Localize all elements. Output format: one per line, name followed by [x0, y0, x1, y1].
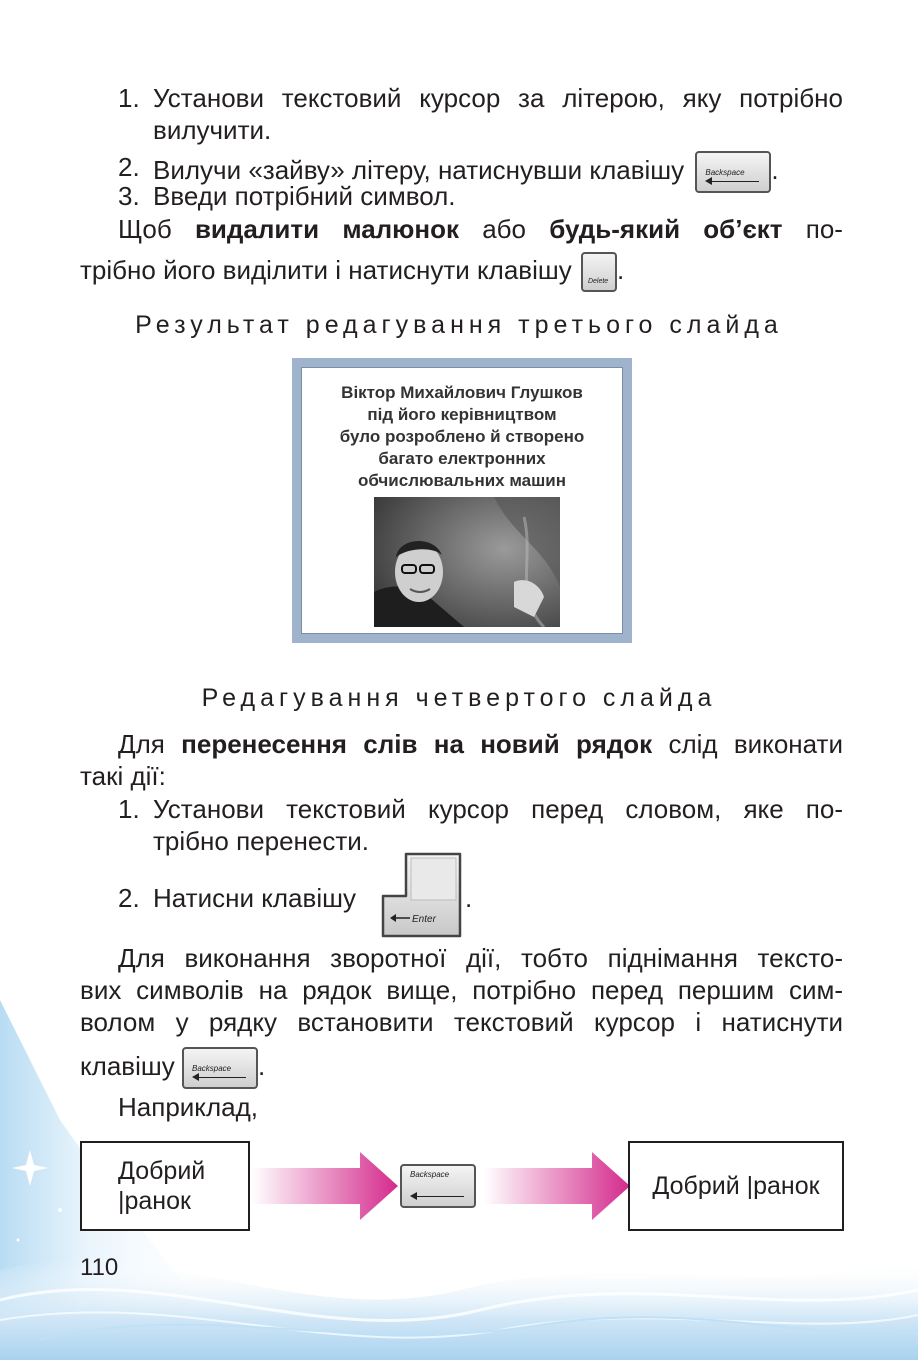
reverse-paragraph-line3: волом у рядку встановити текстовий курсор і натиснути — [80, 1007, 843, 1037]
key-label: Delete — [587, 278, 609, 285]
key-label: Backspace — [705, 168, 745, 177]
transfer-paragraph-line2: такі дії: — [80, 761, 166, 791]
box-line: Добрий |ранок — [652, 1172, 820, 1200]
portrait-photo — [374, 497, 560, 627]
step-number: 1. — [118, 83, 140, 113]
text-span: або — [482, 214, 527, 244]
text-span: трібно його виділити і натиснути клавішу — [80, 254, 572, 285]
period: . — [465, 883, 473, 913]
text-span: слід виконати — [668, 729, 843, 759]
section-heading: Редагування четвертого слайда — [201, 684, 717, 712]
bold-term: перенесення слів на новий рядок — [181, 729, 653, 759]
slide-preview — [292, 358, 632, 643]
step-text: Установи текстовий курсор за літерою, яку потрібно — [153, 83, 843, 113]
key-label: Backspace — [191, 1064, 232, 1073]
right-arrow-icon — [252, 1152, 398, 1220]
page-number: 110 — [80, 1254, 119, 1281]
step-number: 3. — [118, 181, 140, 211]
step-text-continued: вилучити. — [153, 115, 272, 145]
backspace-key-icon — [695, 151, 771, 193]
enter-key-icon — [380, 852, 464, 938]
step-text-continued: трібно перенести. — [153, 826, 370, 856]
text-span: Для — [118, 729, 165, 759]
text-after-box — [628, 1141, 844, 1231]
text-span: клавішу — [80, 1050, 175, 1081]
slide-text: Віктор Михайлович Глушков під його керівництвом було розроблено й створено багато електронних обчислювальних машин — [339, 383, 585, 490]
step-number: 1. — [118, 794, 140, 824]
step-text-label: Вилучи «зайву» літеру, натиснувши клавішу — [153, 154, 685, 185]
bold-term: видалити малюнок — [194, 214, 459, 244]
transfer-paragraph-line1 — [118, 728, 843, 760]
step-number: 2. — [118, 152, 140, 182]
step-number: 2. — [118, 883, 140, 913]
box-line: Добрий — [118, 1157, 206, 1185]
delete-paragraph-line2: трібно його виділити і натиснути клавішу Delete . — [80, 252, 624, 292]
slide-canvas — [301, 367, 623, 634]
text-span: Щоб — [118, 214, 172, 244]
backspace-key-icon — [400, 1164, 476, 1208]
key-label: Enter — [412, 914, 436, 925]
bold-term: будь-який об’єкт — [549, 214, 783, 244]
delete-paragraph-line1 — [118, 213, 843, 245]
reverse-paragraph-line1: Для виконання зворотної дії, тобто піднімання тексто- — [118, 943, 843, 973]
text-span: по- — [805, 214, 843, 244]
step-text: Установи текстовий курсор перед словом, яке по- — [153, 794, 843, 824]
backspace-key-icon — [182, 1047, 258, 1089]
step-text: Введи потрібний символ. — [153, 181, 456, 211]
key-label: Backspace — [410, 1170, 450, 1179]
right-arrow-icon — [484, 1152, 630, 1220]
step-text: Натисни клавішу — [153, 883, 356, 913]
box-line: |ранок — [118, 1187, 191, 1215]
example-label: Наприклад, — [118, 1092, 258, 1122]
delete-key-icon — [581, 252, 617, 292]
reverse-paragraph-line2: вих символів на рядок вище, потрібно перед першим сим- — [80, 975, 843, 1005]
text-before-box — [80, 1141, 250, 1231]
section-heading: Результат редагування третього слайда — [135, 311, 783, 339]
step-text: Вилучи «зайву» літеру, натиснувши клавішу Backspace . — [153, 151, 779, 193]
reverse-paragraph-line4: клавішу Backspace . — [80, 1047, 265, 1089]
